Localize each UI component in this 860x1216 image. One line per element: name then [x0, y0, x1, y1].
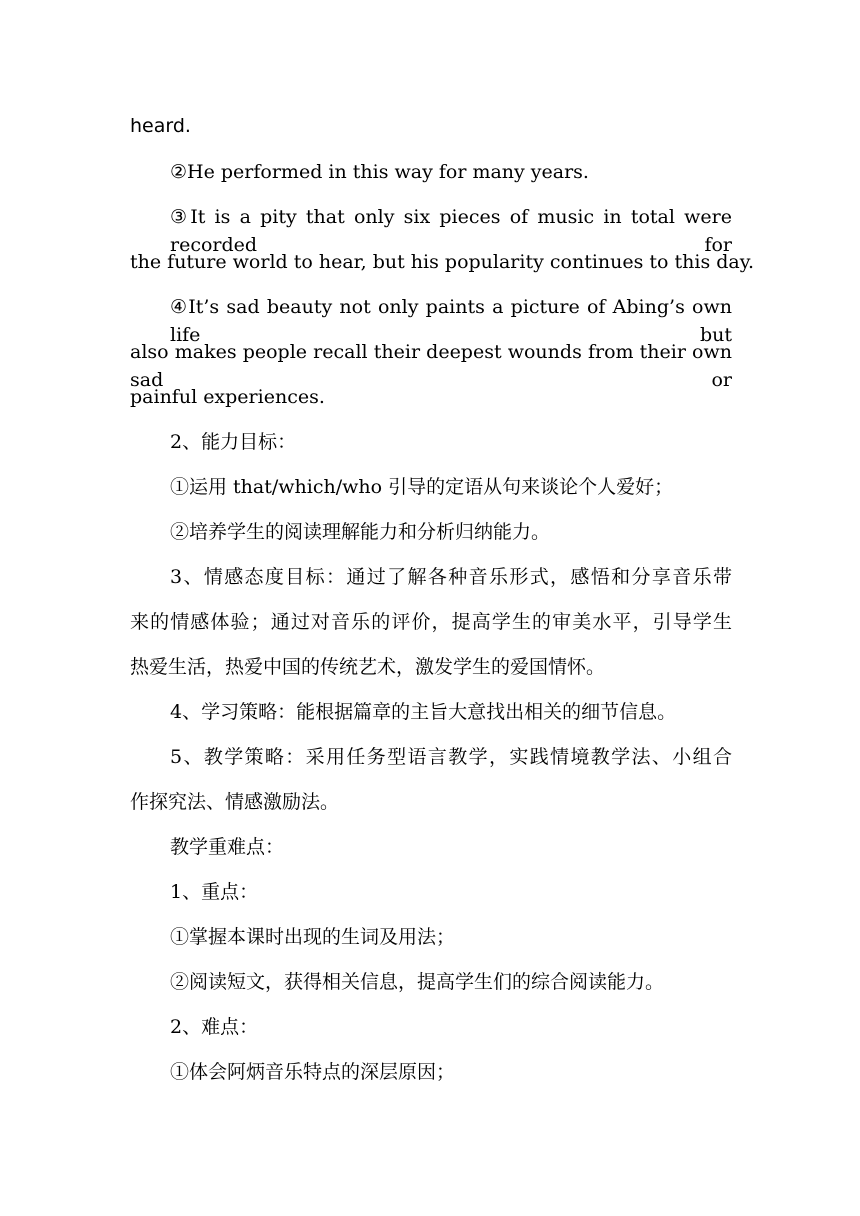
section-heading: 1、重点：	[170, 881, 259, 903]
list-item: ②培养学生的阅读理解能力和分析归纳能力。	[170, 521, 551, 543]
section-heading: 2、难点：	[170, 1016, 259, 1038]
paragraph-line: ③It is a pity that only six pieces of music in total were recorded for	[170, 206, 732, 256]
list-item: ②阅读短文，获得相关信息，提高学生们的综合阅读能力。	[170, 971, 665, 993]
paragraph-line: the future world to hear, but his popularity continues to this day.	[130, 251, 755, 273]
section-heading: 2、能力目标：	[170, 431, 297, 453]
paragraph-line: 热爱生活，热爱中国的传统艺术，激发学生的爱国情怀。	[130, 656, 606, 678]
section-heading: 教学重难点：	[170, 836, 285, 858]
paragraph-line: ④It’s sad beauty not only paints a picture of Abing’s own life but	[170, 296, 732, 346]
list-item: ①掌握本课时出现的生词及用法；	[170, 926, 456, 948]
paragraph-line: painful experiences.	[130, 386, 325, 408]
paragraph-line: also makes people recall their deepest wounds from their own sad or	[130, 341, 732, 391]
list-item: ①体会阿炳音乐特点的深层原因；	[170, 1061, 456, 1083]
paragraph-line: 来的情感体验；通过对音乐的评价，提高学生的审美水平，引导学生	[130, 611, 732, 633]
paragraph-line: heard.	[130, 115, 191, 137]
paragraph-line: 5、教学策略：采用任务型语言教学，实践情境教学法、小组合	[170, 746, 732, 768]
paragraph-line: ②He performed in this way for many years.	[170, 161, 589, 183]
paragraph-line: 3、情感态度目标：通过了解各种音乐形式，感悟和分享音乐带	[170, 566, 732, 588]
paragraph-line: 4、学习策略：能根据篇章的主旨大意找出相关的细节信息。	[170, 701, 677, 723]
list-item: ①运用 that/which/who 引导的定语从句来谈论个人爱好；	[170, 476, 674, 498]
paragraph-line: 作探究法、情感激励法。	[130, 791, 340, 813]
